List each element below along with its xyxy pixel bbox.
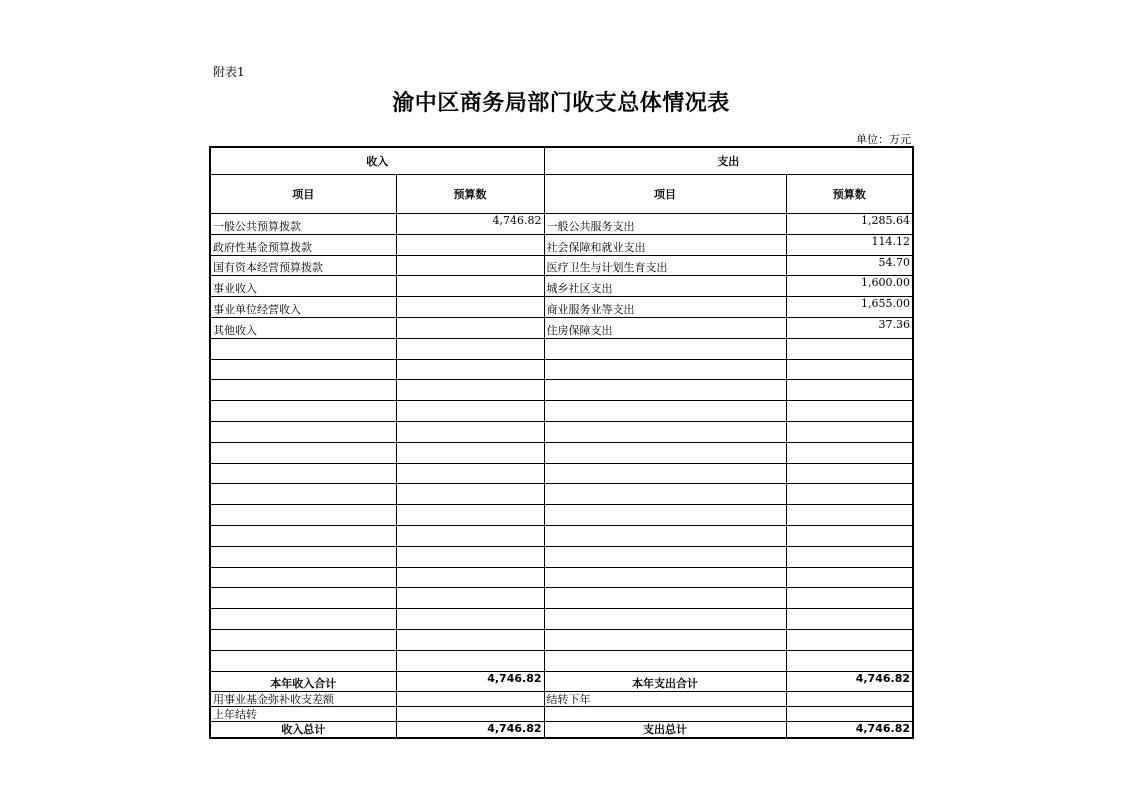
table-row — [210, 297, 913, 318]
income-item-cell — [210, 484, 396, 505]
income-value-cell — [396, 525, 544, 546]
income-grand-total-label: 收入总计 — [210, 722, 396, 739]
expense-item-cell — [544, 629, 786, 650]
header-row-columns — [210, 175, 913, 214]
table-row — [210, 359, 913, 380]
table-row — [210, 609, 913, 630]
table-row — [210, 234, 913, 255]
year-expense-total-value: 4,746.82 — [786, 671, 913, 692]
expense-item-cell — [544, 650, 786, 671]
expense-value-cell — [786, 380, 913, 401]
income-value-cell — [396, 588, 544, 609]
income-item-cell: 一般公共预算拨款 — [210, 214, 396, 235]
income-value-cell — [396, 276, 544, 297]
income-value-cell — [396, 297, 544, 318]
expense-value-cell — [786, 692, 913, 707]
expense-item-cell — [544, 567, 786, 588]
budget-table — [209, 146, 914, 739]
expense-header: 支出 — [544, 147, 913, 175]
expense-value-cell — [786, 525, 913, 546]
income-value-cell — [396, 359, 544, 380]
expense-item-header: 项目 — [544, 175, 786, 214]
grand-total-row — [210, 722, 913, 739]
expense-item-cell — [544, 338, 786, 359]
expense-value-cell: 114.12 — [786, 234, 913, 255]
expense-item-cell: 城乡社区支出 — [544, 276, 786, 297]
income-value-cell — [396, 463, 544, 484]
expense-value-cell — [786, 401, 913, 422]
expense-value-cell: 54.70 — [786, 255, 913, 276]
table-row — [210, 546, 913, 567]
expense-value-cell — [786, 338, 913, 359]
income-item-cell: 上年结转 — [210, 707, 396, 722]
table-row — [210, 214, 913, 235]
expense-item-cell — [544, 525, 786, 546]
income-value-cell — [396, 546, 544, 567]
income-item-cell: 政府性基金预算拨款 — [210, 234, 396, 255]
income-value-cell — [396, 505, 544, 526]
table-row — [210, 567, 913, 588]
table-row — [210, 692, 913, 707]
expense-item-cell — [544, 609, 786, 630]
expense-value-cell — [786, 505, 913, 526]
table-row — [210, 421, 913, 442]
income-value-cell — [396, 338, 544, 359]
income-value-cell — [396, 567, 544, 588]
expense-grand-total-value: 4,746.82 — [786, 722, 913, 739]
income-value-cell — [396, 255, 544, 276]
table-row — [210, 525, 913, 546]
income-item-header: 项目 — [210, 175, 396, 214]
expense-item-cell: 社会保障和就业支出 — [544, 234, 786, 255]
expense-item-cell — [544, 359, 786, 380]
table-row — [210, 380, 913, 401]
income-item-cell — [210, 463, 396, 484]
table-row — [210, 338, 913, 359]
table-row — [210, 401, 913, 422]
expense-value-cell — [786, 546, 913, 567]
expense-value-cell — [786, 629, 913, 650]
expense-value-cell — [786, 567, 913, 588]
expense-value-cell — [786, 484, 913, 505]
income-item-cell — [210, 629, 396, 650]
table-row — [210, 650, 913, 671]
income-item-cell — [210, 567, 396, 588]
expense-item-cell — [544, 707, 786, 722]
year-total-row — [210, 671, 913, 692]
expense-budget-header: 预算数 — [786, 175, 913, 214]
expense-value-cell — [786, 609, 913, 630]
income-value-cell — [396, 401, 544, 422]
expense-grand-total-label: 支出总计 — [544, 722, 786, 739]
expense-item-cell: 一般公共服务支出 — [544, 214, 786, 235]
expense-value-cell — [786, 442, 913, 463]
expense-value-cell — [786, 650, 913, 671]
income-item-cell — [210, 421, 396, 442]
expense-item-cell — [544, 380, 786, 401]
income-value-cell — [396, 692, 544, 707]
income-item-cell: 用事业基金弥补收支差额 — [210, 692, 396, 707]
header-row-sections — [210, 147, 913, 175]
income-item-cell: 国有资本经营预算拨款 — [210, 255, 396, 276]
income-item-cell — [210, 609, 396, 630]
table-row — [210, 629, 913, 650]
expense-value-cell — [786, 588, 913, 609]
income-item-cell: 事业单位经营收入 — [210, 297, 396, 318]
expense-item-cell — [544, 505, 786, 526]
income-item-cell — [210, 401, 396, 422]
income-item-cell: 其他收入 — [210, 317, 396, 338]
income-item-cell — [210, 650, 396, 671]
expense-item-cell: 商业服务业等支出 — [544, 297, 786, 318]
year-income-total-label: 本年收入合计 — [210, 671, 396, 692]
income-value-cell — [396, 609, 544, 630]
income-value-cell — [396, 380, 544, 401]
table-row — [210, 276, 913, 297]
table-row — [210, 484, 913, 505]
income-value-cell — [396, 234, 544, 255]
expense-item-cell — [544, 546, 786, 567]
year-income-total-value: 4,746.82 — [396, 671, 544, 692]
table-row — [210, 588, 913, 609]
income-value-cell: 4,746.82 — [396, 214, 544, 235]
expense-item-cell — [544, 463, 786, 484]
expense-value-cell: 37.36 — [786, 317, 913, 338]
expense-value-cell: 1,655.00 — [786, 297, 913, 318]
expense-item-cell — [544, 484, 786, 505]
expense-value-cell — [786, 707, 913, 722]
expense-item-cell: 住房保障支出 — [544, 317, 786, 338]
income-value-cell — [396, 442, 544, 463]
annex-label: 附表1 — [213, 65, 245, 79]
income-item-cell — [210, 546, 396, 567]
expense-item-cell: 医疗卫生与计划生育支出 — [544, 255, 786, 276]
income-grand-total-value: 4,746.82 — [396, 722, 544, 739]
income-value-cell — [396, 707, 544, 722]
expense-item-cell: 结转下年 — [544, 692, 786, 707]
income-item-cell — [210, 525, 396, 546]
income-item-cell — [210, 505, 396, 526]
expense-value-cell: 1,285.64 — [786, 214, 913, 235]
income-value-cell — [396, 317, 544, 338]
expense-item-cell — [544, 442, 786, 463]
expense-item-cell — [544, 401, 786, 422]
income-budget-header: 预算数 — [396, 175, 544, 214]
table-row — [210, 255, 913, 276]
income-header: 收入 — [210, 147, 544, 175]
expense-value-cell — [786, 463, 913, 484]
table-row — [210, 505, 913, 526]
income-value-cell — [396, 650, 544, 671]
expense-item-cell — [544, 588, 786, 609]
page-title: 渝中区商务局部门收支总体情况表 — [392, 91, 730, 116]
expense-value-cell: 1,600.00 — [786, 276, 913, 297]
expense-item-cell — [544, 421, 786, 442]
income-item-cell — [210, 588, 396, 609]
table-row — [210, 463, 913, 484]
income-value-cell — [396, 421, 544, 442]
table-row — [210, 442, 913, 463]
table-row — [210, 317, 913, 338]
income-item-cell — [210, 359, 396, 380]
table-row — [210, 707, 913, 722]
year-expense-total-label: 本年支出合计 — [544, 671, 786, 692]
income-value-cell — [396, 629, 544, 650]
income-value-cell — [396, 484, 544, 505]
income-item-cell: 事业收入 — [210, 276, 396, 297]
income-item-cell — [210, 442, 396, 463]
expense-value-cell — [786, 359, 913, 380]
income-item-cell — [210, 338, 396, 359]
unit-label: 单位：万元 — [856, 133, 911, 146]
expense-value-cell — [786, 421, 913, 442]
income-item-cell — [210, 380, 396, 401]
